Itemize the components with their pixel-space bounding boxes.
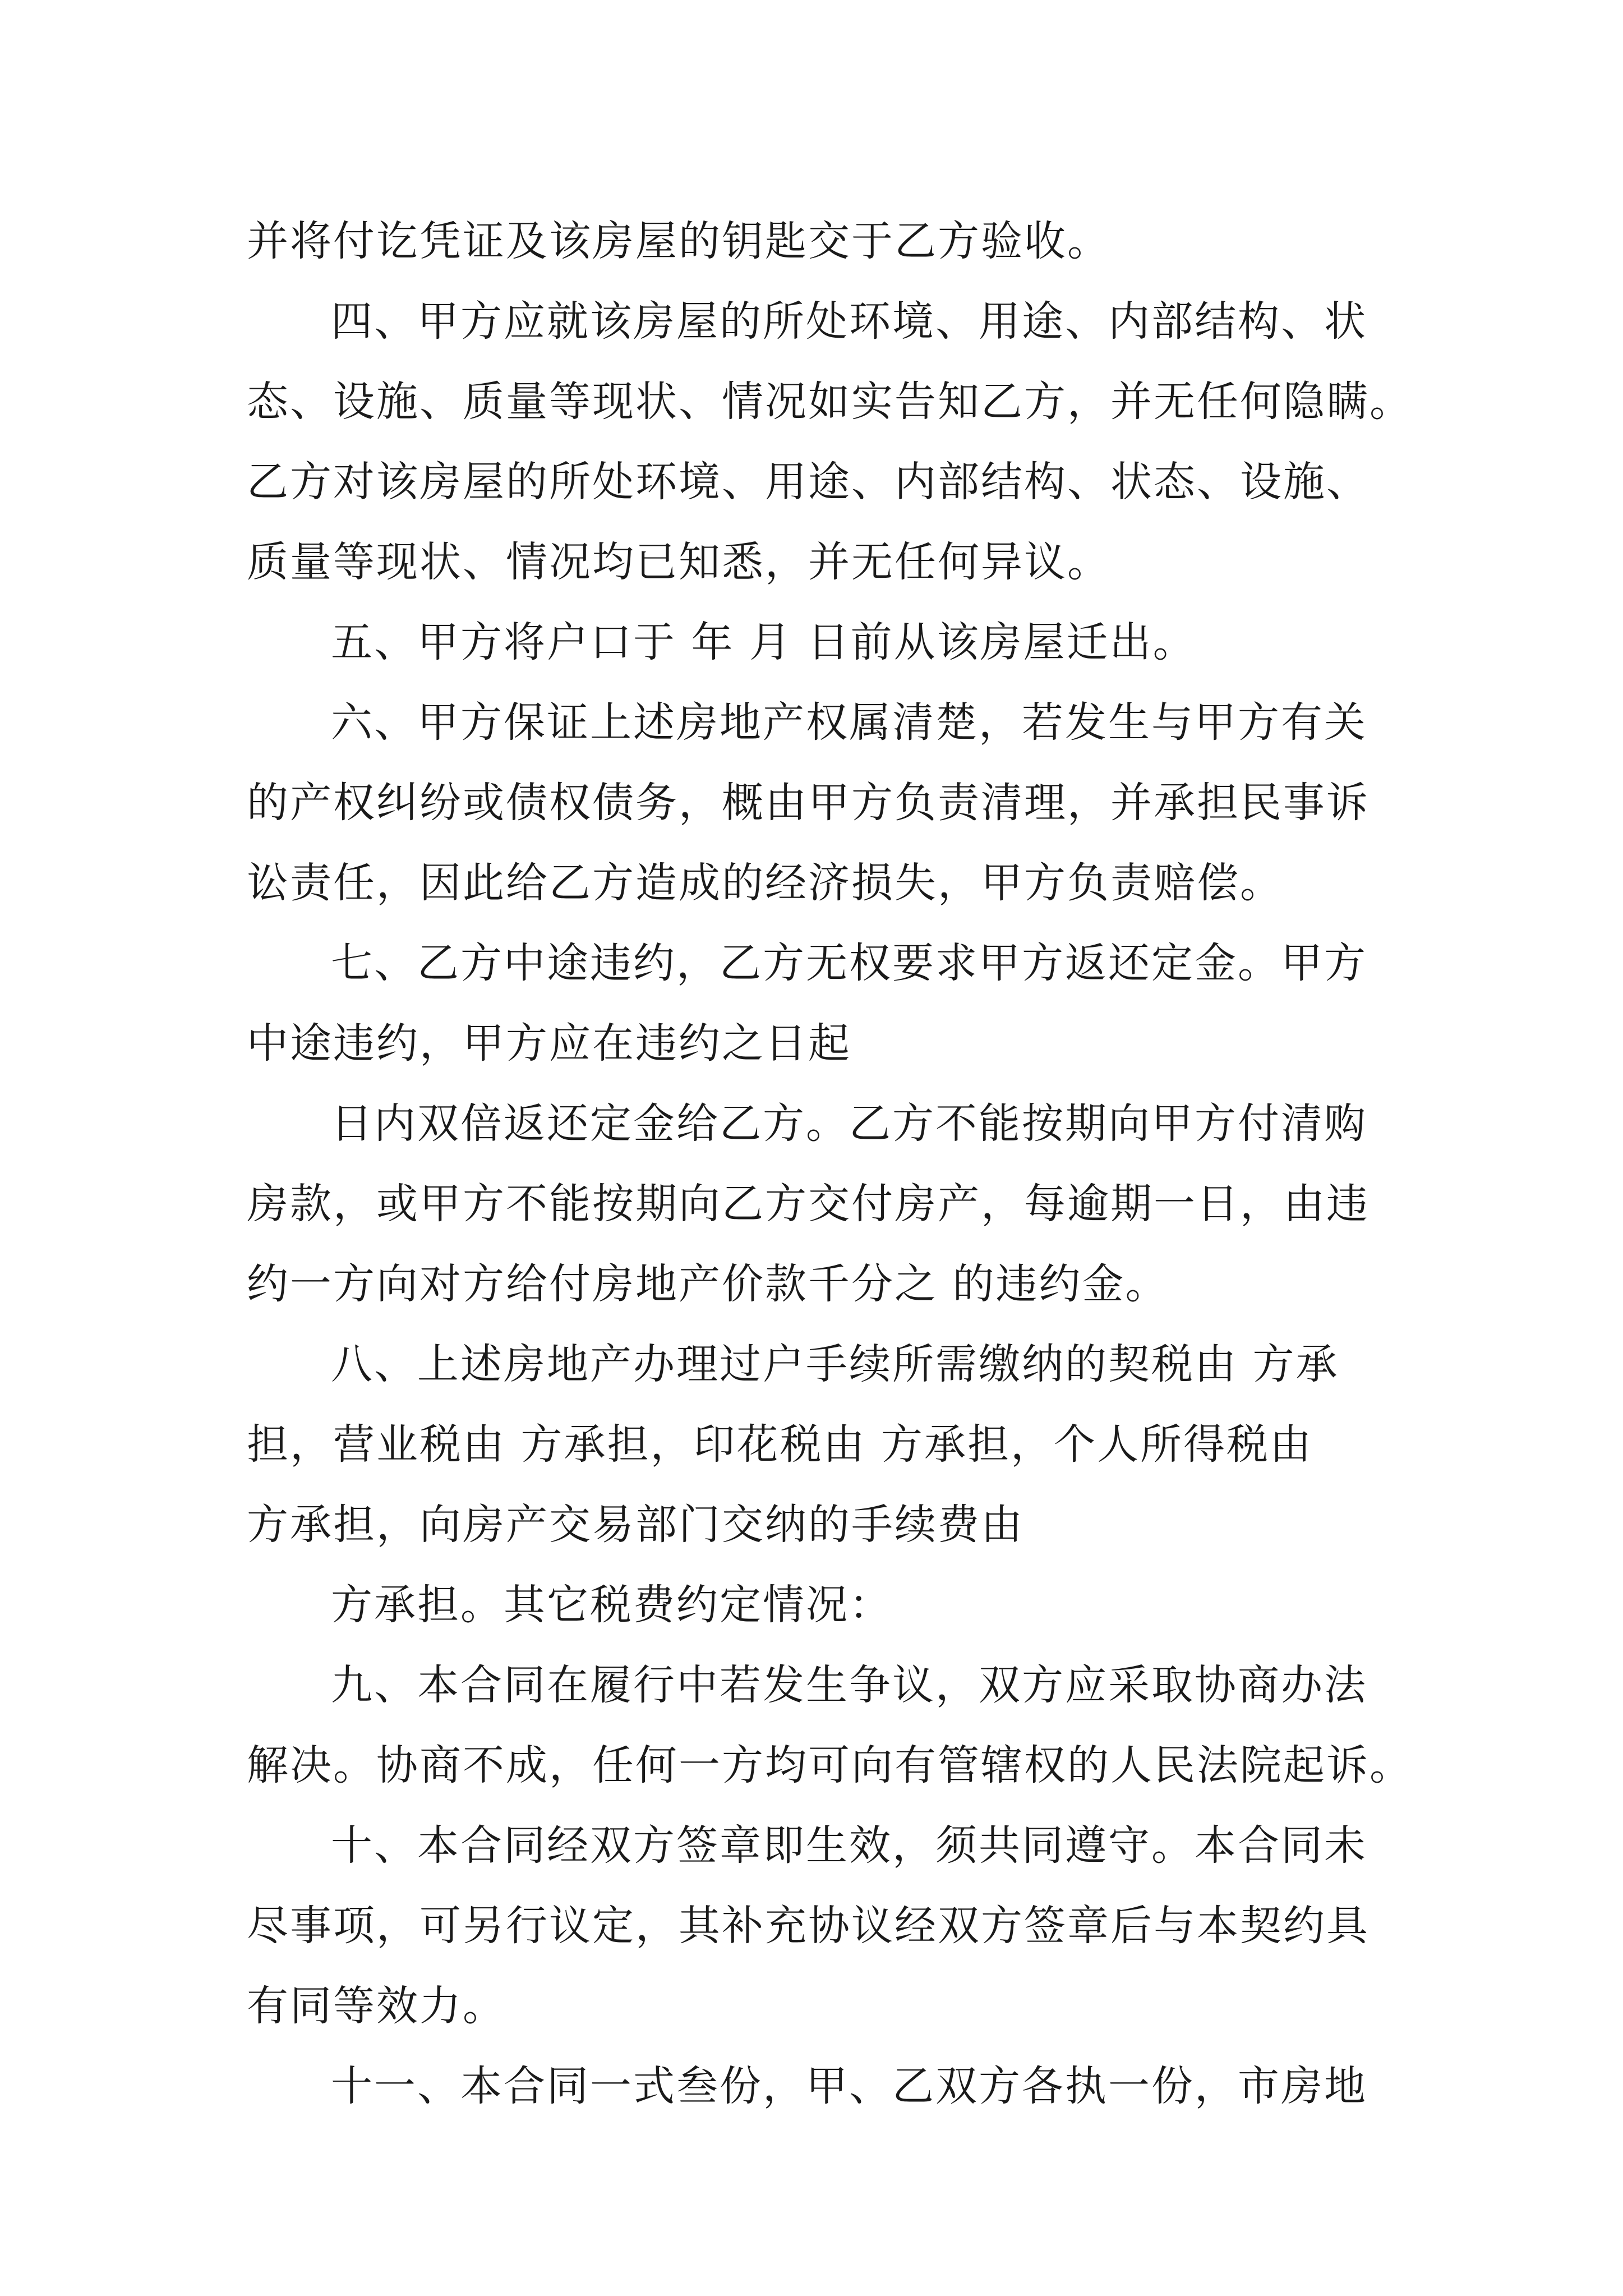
clause-8-line-4: 方承担。其它税费约定情况：	[331, 1581, 892, 1629]
clause-9-line-1: 九、本合同在履行中若发生争议，双方应采取协商办法	[331, 1661, 1367, 1709]
clause-4-line-4: 质量等现状、情况均已知悉，并无任何异议。	[247, 538, 1110, 586]
clause-4-line-1: 四、甲方应就该房屋的所处环境、用途、内部结构、状	[331, 297, 1367, 346]
clause-7-line-2: 中途违约，甲方应在违约之日起	[247, 1019, 851, 1068]
clause-7-line-4: 房款，或甲方不能按期向乙方交付房产，每逾期一日，由违	[247, 1180, 1370, 1228]
clause-7-line-3: 日内双倍返还定金给乙方。乙方不能按期向甲方付清购	[331, 1099, 1367, 1148]
clause-4-line-2: 态、设施、质量等现状、情况如实告知乙方，并无任何隐瞒。	[247, 378, 1413, 426]
clause-8-line-3: 方承担，向房产交易部门交纳的手续费由	[247, 1501, 1024, 1549]
clause-11-line-1: 十一、本合同一式叁份，甲、乙双方各执一份，市房地	[331, 2062, 1367, 2110]
clause-8-line-2: 担，营业税由 方承担，印花税由 方承担，个人所得税由	[247, 1420, 1313, 1469]
clause-8-line-1: 八、上述房地产办理过户手续所需缴纳的契税由 方承	[331, 1340, 1339, 1388]
text-line: 并将付讫凭证及该房屋的钥匙交于乙方验收。	[247, 217, 1110, 265]
clause-10-line-2: 尽事项，可另行议定，其补充协议经双方签章后与本契约具	[247, 1902, 1370, 1950]
clause-10-line-3: 有同等效力。	[247, 1982, 506, 2030]
clause-7-line-5: 约一方向对方给付房地产价款千分之 的违约金。	[247, 1260, 1169, 1308]
clause-4-line-3: 乙方对该房屋的所处环境、用途、内部结构、状态、设施、	[247, 458, 1370, 506]
clause-9-line-2: 解决。协商不成，任何一方均可向有管辖权的人民法院起诉。	[247, 1741, 1413, 1789]
clause-5-line-1: 五、甲方将户口于 年 月 日前从该房屋迁出。	[331, 618, 1196, 666]
clause-10-line-1: 十、本合同经双方签章即生效，须共同遵守。本合同未	[331, 1821, 1367, 1870]
clause-6-line-2: 的产权纠纷或债权债务，概由甲方负责清理，并承担民事诉	[247, 779, 1370, 827]
clause-6-line-3: 讼责任，因此给乙方造成的经济损失，甲方负责赔偿。	[247, 859, 1283, 907]
clause-6-line-1: 六、甲方保证上述房地产权属清楚，若发生与甲方有关	[331, 698, 1367, 747]
clause-7-line-1: 七、乙方中途违约，乙方无权要求甲方返还定金。甲方	[331, 939, 1367, 987]
